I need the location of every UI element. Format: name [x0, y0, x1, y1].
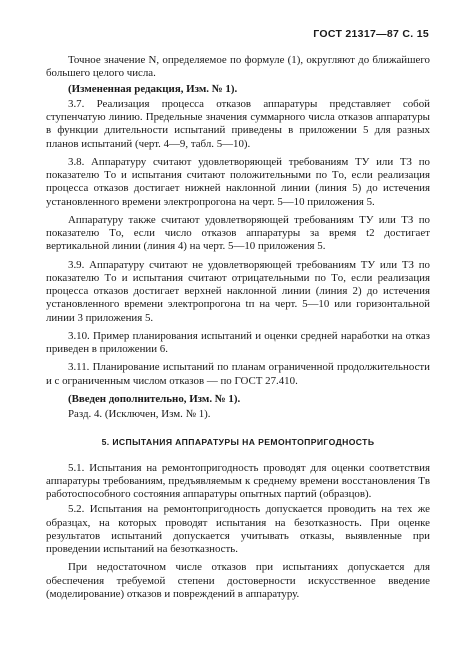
paragraph-3-7: 3.7. Реализация процесса отказов аппаратуры представляет собой ступенчатую линию. Предельные значения суммарного числа отказов аппаратуры в функции длительности испытаний приведены в приложении 5 для разных планов испытаний (черт. 4—9, табл. 5—10).: [46, 97, 430, 150]
document-body: [46, 54, 430, 601]
paragraph-3-8: 3.8. Аппаратуру считают удовлетворяющей требованиям ТУ или ТЗ по показателю Tо и испытания считают положительными по Tо, если реализация процесса отказов достигает нижней наклонной линии (линия 5) до истечения установленного времени электропрогона на черт. 5—10 приложения 5.: [46, 155, 430, 208]
paragraph-5-1: 5.1. Испытания на ремонтопригодность проводят для оценки соответствия аппаратуры требованиям, предъявляемым к среднему времени восстановления Tв работоспособного состояния аппаратуры опытных партий (образцов).: [46, 461, 430, 500]
page-header: ГОСТ 21317—87 С. 15: [313, 28, 429, 40]
introduced-note: (Введен дополнительно, Изм. № 1).: [68, 392, 241, 405]
paragraph-3-9: 3.9. Аппаратуру считают не удовлетворяющей требованиям ТУ или ТЗ по показателю Tо и испытания считают отрицательными по Tо, если реализация процесса отказов достигает верхней наклонной линии (линия 2) до истечения установленного времени электропрогона tп на черт. 5—10 или горизонтальной линии 3 приложения 5.: [46, 258, 430, 324]
paragraph-3-10: 3.10. Пример планирования испытаний и оценки средней наработки на отказ приведен в приложении 6.: [46, 329, 430, 355]
paragraph-5-2: 5.2. Испытания на ремонтопригодность допускается проводить на тех же образцах, на которых проводят испытания на безотказность. При оценке результатов испытаний допускается учитывать отказы, выявленные при проведении испытаний на безотказность.: [46, 503, 430, 555]
paragraph-5-2-cont: При недостаточном числе отказов при испытаниях допускается для обеспечения требуемой степени достоверности искусственное введение (моделирование) отказов и повреждений в аппаратуру.: [46, 561, 430, 600]
paragraph-3-11: 3.11. Планирование испытаний по планам ограниченной продолжительности и с ограниченным числом отказов — по ГОСТ 27.410.: [46, 361, 430, 387]
section-4-excluded: Разд. 4. (Исключен, Изм. № 1).: [68, 408, 211, 420]
paragraph-rounding: Точное значение N, определяемое по формуле (1), округляют до ближайшего большего целого числа.: [46, 54, 430, 80]
paragraph-3-8-cont: Аппаратуру также считают удовлетворяющей требованиям ТУ или ТЗ по показателю Tо, если число отказов аппаратуры за время t2 достигает вертикальной линии (линия 4) на черт. 5—10 приложения 5.: [46, 213, 430, 253]
section-5-title: 5. ИСПЫТАНИЯ АППАРАТУРЫ НА РЕМОНТОПРИГОДНОСТЬ: [101, 437, 375, 448]
amendment-note: (Измененная редакция, Изм. № 1).: [68, 82, 238, 95]
